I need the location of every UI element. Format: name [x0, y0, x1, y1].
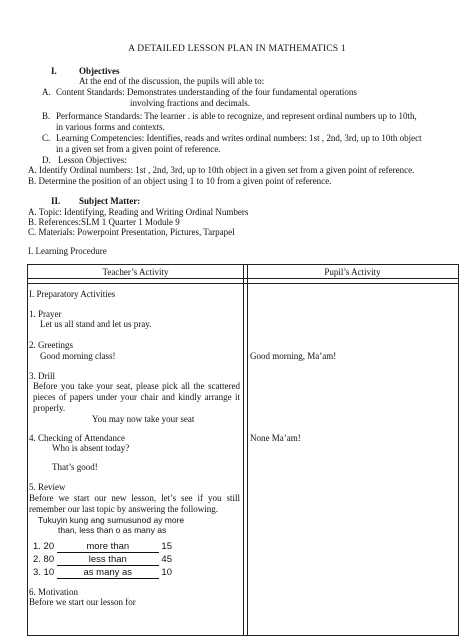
greetings-reply: Good morning, Ma’am!	[250, 351, 337, 361]
motivation-title: 6. Motivation	[29, 587, 78, 597]
objectives-b-label: B.	[42, 111, 51, 121]
drill-text: Before you take your seat, please pick all the scattered pieces of papers under your chair and kindly arrange it properly.	[33, 381, 240, 413]
motivation-text: Before we start our lesson for	[29, 597, 136, 607]
attendance-good: That’s good!	[52, 462, 98, 472]
teacher-activity-header: Teacher’s Activity	[102, 267, 169, 277]
subject-matter-number: II.	[51, 196, 61, 206]
learning-competencies: Learning Competencies: Identifies, reads and writes ordinal numbers: 1st , 2nd, 3rd, up to 10th object	[56, 133, 422, 143]
pupil-activity-header: Pupil’s Activity	[324, 267, 381, 277]
references: B. References:SLM 1 Quarter 1 Module 9	[28, 217, 180, 227]
objectives-intro: At the end of the discussion, the pupils will able to:	[79, 76, 265, 86]
performance-standards-cont: in various forms and contexts.	[56, 122, 165, 132]
content-standards: Content Standards: Demonstrates understanding of the four fundamental operations	[56, 87, 357, 97]
learning-competencies-cont: in a given set from a given point of reference.	[56, 144, 221, 154]
drill-text-2: You may now take your seat	[92, 414, 195, 424]
review-item	[33, 541, 172, 553]
preparatory-activities: I. Preparatory Activities	[29, 289, 116, 299]
document-title: A DETAILED LESSON PLAN IN MATHEMATICS 1	[128, 44, 346, 54]
review-title: 5. Review	[29, 482, 66, 492]
table-column-divider-inner	[247, 265, 248, 635]
tagalog-instruction-1: Tukuyin kung ang sumusunod ay more	[38, 515, 185, 525]
review-item-right: 10	[161, 567, 172, 578]
prayer-title: 1. Prayer	[29, 309, 62, 319]
attendance-title: 4. Checking of Attendance	[29, 433, 125, 443]
objectives-c-label: C.	[42, 133, 51, 143]
review-item-left: 3. 10	[33, 567, 55, 578]
greetings-title: 2. Greetings	[29, 340, 73, 350]
review-item-right: 45	[161, 554, 172, 565]
review-item-right: 15	[161, 541, 172, 552]
review-item-left: 1. 20	[33, 541, 55, 552]
lesson-objectives-heading: Lesson Objectives:	[58, 155, 127, 165]
review-item-left: 2. 80	[33, 554, 55, 565]
prayer-text: Let us all stand and let us pray.	[40, 319, 152, 329]
review-item	[33, 567, 172, 579]
review-item	[33, 554, 172, 566]
lesson-objective-a: A. Identify Ordinal numbers: 1st , 2nd, 3rd, up to 10th object in a given set from a given point of reference.	[28, 165, 415, 175]
review-item-answer: more than	[57, 542, 159, 553]
lesson-objective-b: B. Determine the position of an object using 1 to 10 from a given point of reference.	[28, 176, 332, 186]
content-standards-cont: involving fractions and decimals.	[130, 98, 250, 108]
objectives-number: I.	[51, 66, 57, 76]
subject-matter-heading: Subject Matter:	[79, 196, 141, 206]
performance-standards: Performance Standards: The learner . is able to recognize, and represent ordinal numbers up to 10th,	[56, 111, 417, 121]
attendance-question: Who is absent today?	[52, 443, 130, 453]
objectives-a-label: A.	[42, 87, 51, 97]
objectives-heading: Objectives	[79, 66, 120, 76]
review-text: Before we start our new lesson, let’s see if you still remember our last topic by answering the following.	[29, 493, 240, 514]
tagalog-instruction-2: than, less than o as many as	[58, 525, 167, 535]
learning-procedure-heading: I. Learning Procedure	[28, 246, 107, 256]
table-column-divider	[243, 265, 244, 635]
materials: C. Materials: Powerpoint Presentation, Pictures, Tarpapel	[28, 227, 235, 237]
review-item-answer: as many as	[57, 568, 159, 579]
review-item-answer: less than	[57, 555, 159, 566]
activity-table	[27, 264, 459, 636]
attendance-reply: None Ma’am!	[250, 433, 301, 443]
objectives-d-label: D.	[42, 155, 51, 165]
greetings-text: Good morning class!	[40, 351, 116, 361]
drill-title: 3. Drill	[29, 371, 55, 381]
topic: A. Topic: Identifying, Reading and Writing Ordinal Numbers	[28, 207, 249, 217]
